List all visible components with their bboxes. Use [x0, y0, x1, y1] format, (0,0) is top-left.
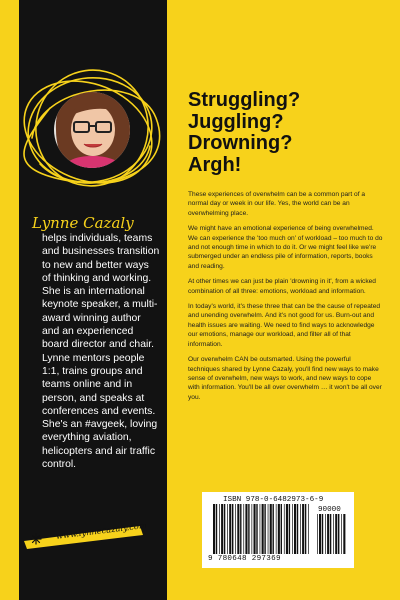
- barcode-bar: [273, 504, 274, 554]
- barcode-bar: [335, 514, 337, 554]
- barcode-bar: [224, 504, 225, 554]
- headline-line: Argh!: [188, 153, 242, 176]
- barcode-bar: [260, 504, 261, 554]
- barcode-bar: [333, 514, 334, 554]
- price-code: 90000: [318, 506, 341, 514]
- barcode-bar: [294, 504, 296, 554]
- barcode-bar: [305, 504, 306, 554]
- headline-line: Drowning?: [188, 132, 293, 154]
- barcode-bar: [216, 504, 217, 554]
- blurb-paragraph: We might have an emotional experience of being overwhelmed. We can experience the 'too much on' of workload – too much to do and not enough time in which to do it. Or we might feel like we're submerged under an endless pile of information, reports, books and reading.: [188, 225, 383, 270]
- barcode-bar: [245, 504, 247, 554]
- scribble-circle-icon: [10, 68, 170, 198]
- blurb-paragraph: These experiences of overwhelm can be a common part of a normal day or week in our life. Yes, the world can be an overwhelming place.: [188, 191, 366, 217]
- barcode-bar: [232, 504, 233, 554]
- headline-line: Struggling?: [188, 89, 301, 111]
- barcode-bar: [286, 504, 288, 554]
- barcode-bar: [338, 514, 339, 554]
- website-link[interactable]: www.lynnecazaly.com: [55, 519, 148, 541]
- barcode-bar: [219, 504, 220, 554]
- barcode-bar: [278, 504, 280, 554]
- barcode-bar: [229, 504, 231, 554]
- barcode-bar: [252, 504, 253, 554]
- ean-digits: 9 780648 297369: [208, 555, 281, 563]
- blurb-paragraph: At other times we can just be plain 'drowning in it', from a wicked combination of all three: emotions, workload and information.: [188, 278, 376, 295]
- barcode-bar: [213, 504, 215, 554]
- barcode-bar: [292, 504, 293, 554]
- barcode-bar: [300, 504, 301, 554]
- isbn-label: ISBN 978-0-6482973-6-9: [223, 496, 324, 504]
- barcode-bar: [248, 504, 249, 554]
- author-name: Lynne Cazaly: [32, 214, 134, 232]
- price-barcode-icon: [316, 514, 348, 554]
- barcode-bar: [237, 504, 239, 554]
- barcode-bar: [308, 504, 309, 554]
- barcode-bar: [268, 504, 269, 554]
- barcode-bar: [276, 504, 277, 554]
- barcode-bar: [327, 514, 329, 554]
- blurb-paragraph: Our overwhelm CAN be outsmarted. Using the powerful techniques shared by Lynne Cazaly, you'll find new ways to make sense of overwhelm, new ways to work, and new ways to cope with information. You'll be all over overwhelm … it won't be all over you.: [188, 356, 382, 401]
- barcode-bar: [341, 514, 342, 554]
- barcode-bar: [317, 514, 318, 554]
- barcode-bar: [319, 514, 321, 554]
- headline-line: Juggling?: [188, 110, 284, 133]
- barcode-bar: [297, 504, 298, 554]
- author-bio: helps individuals, teams and businesses transition to new and better ways of thinking and working. She is an international keynote speaker, a multi-award winning author and an experienced board director and chair. Lynne mentors people 1:1, trains groups and teams online and in person, and speaks at conferences and events. She's an #avgeek, loving everything aviation, helicopters and air traffic control.: [42, 233, 160, 471]
- barcode-icon: [212, 504, 312, 554]
- barcode-bar: [243, 504, 244, 554]
- barcode-bar: [281, 504, 282, 554]
- barcode-bar: [221, 504, 223, 554]
- barcode-box: [202, 492, 354, 568]
- barcode-bar: [235, 504, 236, 554]
- barcode-bar: [264, 504, 265, 554]
- barcode-bar: [270, 504, 272, 554]
- barcode-bar: [227, 504, 228, 554]
- blurb-paragraph: In today's world, it's these three that can be the cause of repeated and unending overwhelm. And it's not good for us. Burn-out and health issues are waiting. We need to find ways to acknowledge our emotions, manage our workload, and filter all of that information.: [188, 303, 381, 348]
- barcode-bar: [262, 504, 264, 554]
- barcode-bar: [302, 504, 304, 554]
- barcode-bar: [343, 514, 345, 554]
- barcode-bar: [322, 514, 323, 554]
- website-badge[interactable]: [22, 519, 148, 550]
- headline: [188, 90, 384, 176]
- barcode-bar: [330, 514, 331, 554]
- barcode-bar: [256, 504, 257, 554]
- barcode-bar: [284, 504, 285, 554]
- blurb-column: [188, 90, 384, 408]
- author-portrait: [10, 68, 170, 198]
- barcode-bar: [240, 504, 241, 554]
- barcode-bar: [254, 504, 256, 554]
- barcode-bar: [289, 504, 290, 554]
- barcode-bar: [325, 514, 326, 554]
